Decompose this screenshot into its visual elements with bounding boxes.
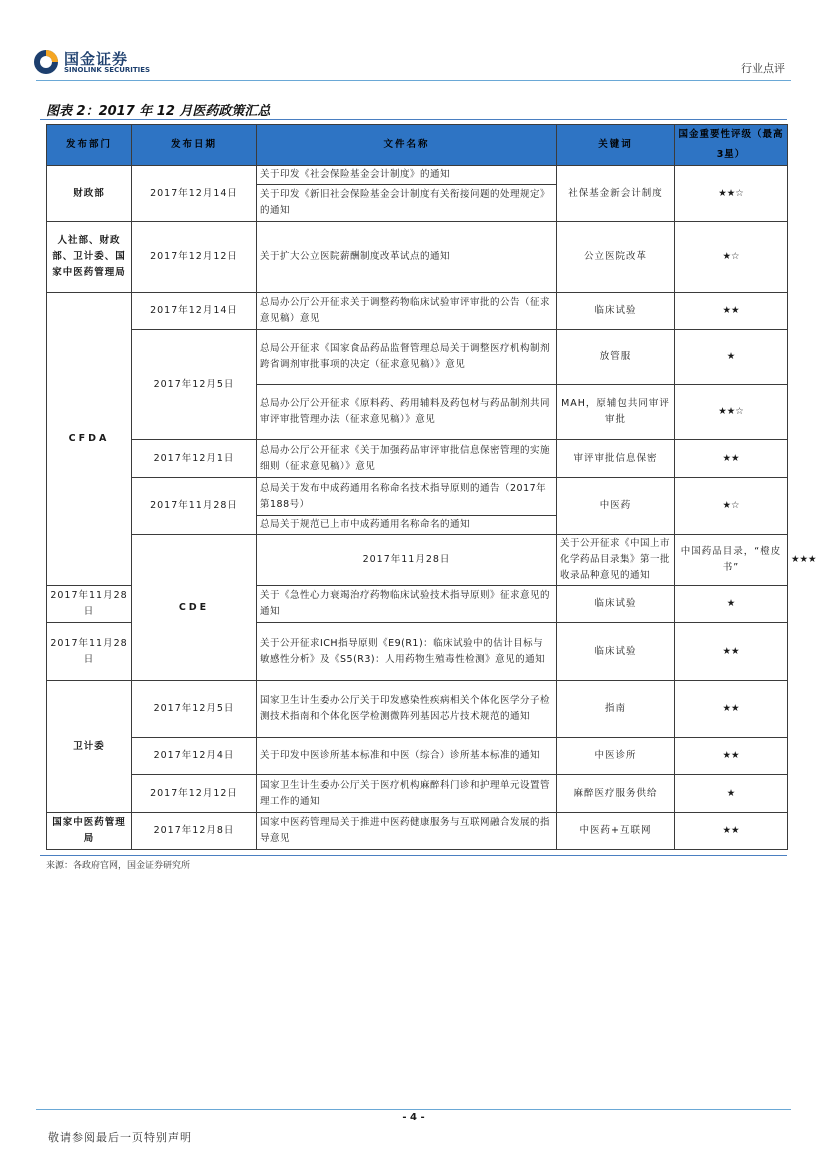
- logo-chinese-name: 国金证券: [64, 50, 129, 68]
- keyword-cell: 中医诊所: [557, 738, 675, 775]
- document-cell: 关于公开征求ICH指导原则《E9(R1)：临床试验中的估计目标与敏感性分析》及《S5(R3)：人用药物生殖毒性检测》意见的通知: [257, 623, 557, 681]
- document-cell: 关于扩大公立医院薪酬制度改革试点的通知: [257, 222, 557, 293]
- keyword-cell: 放管服: [557, 330, 675, 385]
- table-row: [47, 681, 788, 738]
- date-cell: 2017年12月14日: [132, 293, 257, 330]
- table-row: [47, 440, 788, 478]
- footer-divider: [36, 1109, 791, 1110]
- rating-cell: ★★: [675, 813, 788, 850]
- dept-cell: 国家中医药管理局: [47, 813, 132, 850]
- document-cell: 总局办公厅公开征求《关于加强药品审评审批信息保密管理的实施细则（征求意见稿）》意见: [257, 440, 557, 478]
- source-note: 来源：各政府官网，国金证券研究所: [46, 861, 191, 871]
- table-header-row: [47, 125, 788, 166]
- sinolink-logo-icon: [32, 48, 60, 76]
- keyword-cell: 公立医院改革: [557, 222, 675, 293]
- document-cell: 国家卫生计生委办公厅关于印发感染性疾病相关个体化医学分子检测技术指南和个体化医学检测微阵列基因芯片技术规范的通知: [257, 681, 557, 738]
- dept-cell: CFDA: [47, 293, 132, 586]
- rating-cell: ★★: [675, 681, 788, 738]
- figure-title: 图表 2：2017 年 12 月医药政策汇总: [46, 104, 271, 119]
- table-bottom-divider: [40, 855, 787, 856]
- date-cell: 2017年12月5日: [132, 330, 257, 440]
- date-cell: 2017年11月28日: [132, 478, 257, 535]
- date-cell: 2017年12月14日: [132, 166, 257, 222]
- header-date: 发布日期: [132, 125, 257, 166]
- rating-cell: ★★☆: [675, 385, 788, 440]
- document-cell: 关于印发中医诊所基本标准和中医（综合）诊所基本标准的通知: [257, 738, 557, 775]
- keyword-cell: 指南: [557, 681, 675, 738]
- keyword-cell: 中医药+互联网: [557, 813, 675, 850]
- document-cell: 国家中医药管理局关于推进中医药健康服务与互联网融合发展的指导意见: [257, 813, 557, 850]
- document-cell: 国家卫生计生委办公厅关于医疗机构麻醉科门诊和护理单元设置管理工作的通知: [257, 775, 557, 813]
- document-cell: 总局公开征求《国家食品药品监督管理总局关于调整医疗机构制剂跨省调剂审批事项的决定（征求意见稿）》意见: [257, 330, 557, 385]
- rating-cell: ★★: [675, 623, 788, 681]
- dept-cell: 财政部: [47, 166, 132, 222]
- page-number: - 4 -: [402, 1112, 425, 1123]
- table-row: CDE 2017年11月28日 关于公开征求《中国上市化学药品目录集》第一批收录品种意见的通知 中国药品目录，“橙皮书” ★★★: [47, 535, 788, 586]
- header-dept: 发布部门: [47, 125, 132, 166]
- date-cell: 2017年11月28日: [257, 535, 557, 586]
- date-cell: 2017年12月1日: [132, 440, 257, 478]
- header-document: 文件名称: [257, 125, 557, 166]
- dept-cell: CDE: [132, 535, 257, 681]
- table-row: [47, 775, 788, 813]
- title-divider: [40, 119, 787, 120]
- rating-cell: ★★: [675, 738, 788, 775]
- keyword-cell: 审评审批信息保密: [557, 440, 675, 478]
- header-rating: 国金重要性评级（最高3星）: [675, 125, 788, 166]
- report-category: 行业点评: [741, 62, 785, 75]
- date-cell: 2017年12月4日: [132, 738, 257, 775]
- disclaimer-text: 敬请参阅最后一页特别声明: [48, 1131, 192, 1144]
- rating-cell: ★★: [675, 440, 788, 478]
- keyword-cell: 中医药: [557, 478, 675, 535]
- dept-cell: 人社部、财政部、卫计委、国家中医药管理局: [47, 222, 132, 293]
- keyword-cell: 临床试验: [557, 293, 675, 330]
- date-cell: 2017年12月5日: [132, 681, 257, 738]
- document-cell: 总局关于规范已上市中成药通用名称命名的通知: [257, 516, 557, 535]
- table-row: [47, 738, 788, 775]
- document-cell: 总局关于发布中成药通用名称命名技术指导原则的通告（2017年第188号）: [257, 478, 557, 516]
- date-cell: 2017年12月12日: [132, 222, 257, 293]
- table-row: [47, 222, 788, 293]
- document-cell: 关于印发《社会保险基金会计制度》的通知: [257, 166, 557, 185]
- keyword-cell: 临床试验: [557, 623, 675, 681]
- table-row: [47, 813, 788, 850]
- rating-cell: ★★☆: [675, 166, 788, 222]
- table-row: [47, 478, 788, 516]
- document-cell: 总局办公厅公开征求关于调整药物临床试验审评审批的公告（征求意见稿）意见: [257, 293, 557, 330]
- header-divider: [36, 80, 791, 81]
- date-cell: 2017年12月12日: [132, 775, 257, 813]
- keyword-cell: 中国药品目录，“橙皮书”: [675, 535, 788, 586]
- document-cell: 关于公开征求《中国上市化学药品目录集》第一批收录品种意见的通知: [557, 535, 675, 586]
- table-row: [47, 330, 788, 385]
- keyword-cell: 临床试验: [557, 586, 675, 623]
- rating-cell: ★: [675, 586, 788, 623]
- keyword-cell: 麻醉医疗服务供给: [557, 775, 675, 813]
- dept-cell: 卫计委: [47, 681, 132, 813]
- rating-cell: ★: [675, 775, 788, 813]
- policy-table: [46, 124, 817, 850]
- date-cell: 2017年11月28日: [47, 586, 132, 623]
- document-cell: 总局办公厅公开征求《原料药、药用辅料及药包材与药品制剂共同审评审批管理办法（征求意见稿）》意见: [257, 385, 557, 440]
- rating-cell: ★★: [675, 293, 788, 330]
- keyword-cell: 社保基金新会计制度: [557, 166, 675, 222]
- rating-cell: ★☆: [675, 222, 788, 293]
- date-cell: 2017年12月8日: [132, 813, 257, 850]
- rating-cell: ★☆: [675, 478, 788, 535]
- document-cell: 关于《急性心力衰竭治疗药物临床试验技术指导原则》征求意见的通知: [257, 586, 557, 623]
- header-keyword: 关键词: [557, 125, 675, 166]
- logo-english-name: SINOLINK SECURITIES: [64, 66, 151, 74]
- keyword-cell: MAH，原辅包共同审评审批: [557, 385, 675, 440]
- rating-cell: ★: [675, 330, 788, 385]
- table-row: [47, 166, 788, 185]
- date-cell: 2017年11月28日: [47, 623, 132, 681]
- document-cell: 关于印发《新旧社会保险基金会计制度有关衔接问题的处理规定》的通知: [257, 185, 557, 222]
- table-row: [47, 293, 788, 330]
